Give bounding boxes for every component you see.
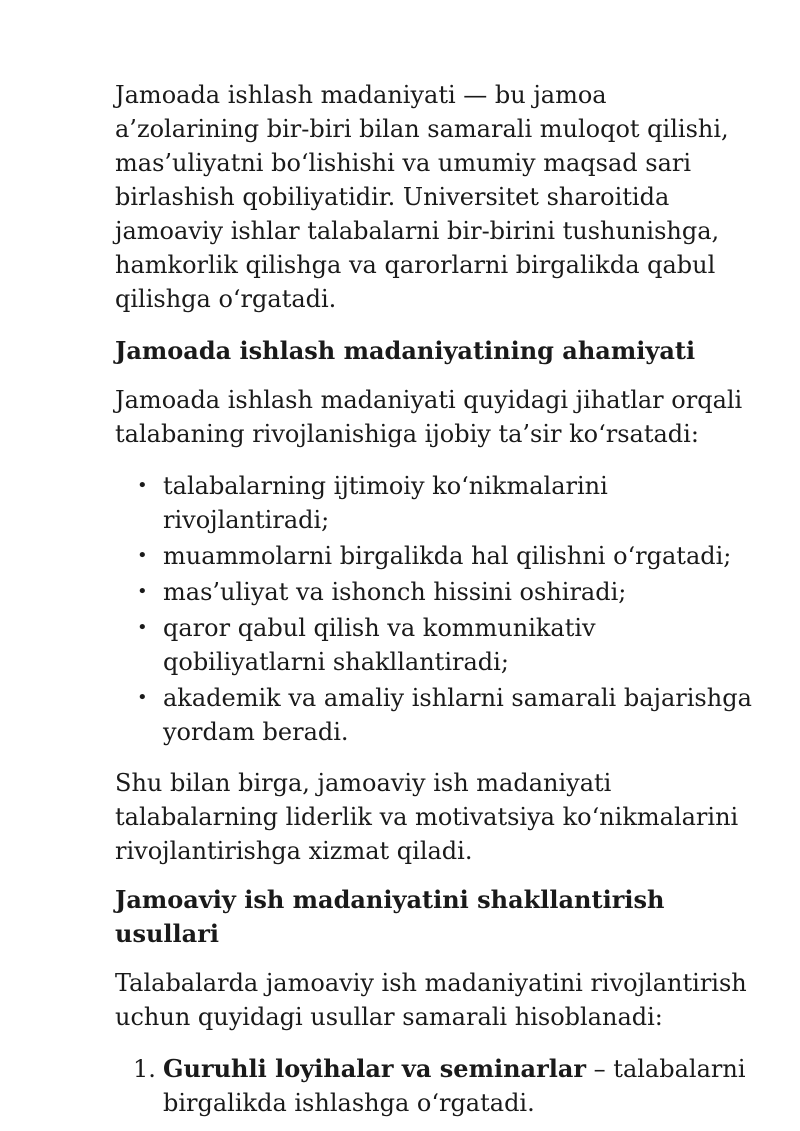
intro-paragraph: Jamoada ishlash madaniyati — bu jamoa a’zolarining bir-biri bilan samarali muloqot qilishi, mas’uliyatni bo‘lishishi va umumiy maqsad sari birlashish qobiliyatidir. Universitet sharoitida jamoaviy ishlar talabalarni bir-birini tushunishga, hamkorlik qilishga va qarorlarni birgalikda qabul qilishga o‘rgatadi. (115, 81, 729, 313)
section-heading-importance: Jamoada ishlash madaniyatining ahamiyati (115, 336, 696, 365)
list-item-text: muammolarni birgalikda hal qilishni o‘rgatadi; (163, 542, 732, 570)
list-item (115, 1052, 755, 1120)
document-page (115, 78, 755, 1120)
section-summary-paragraph: Shu bilan birga, jamoaviy ish madaniyati talabalarning liderlik va motivatsiya ko‘nikmalarini rivojlantirishga xizmat qiladi. (115, 769, 739, 865)
bullet-icon: • (137, 581, 148, 602)
bullet-icon: • (137, 475, 148, 496)
method-description: – talabalarni birgalikda ishlashga o‘rgatadi. (163, 1055, 746, 1117)
list-item-text: mas’uliyat va ishonch hissini oshiradi; (163, 578, 627, 606)
section-heading-methods: Jamoaviy ish madaniyatini shakllantirish usullari (115, 885, 665, 948)
methods-numbered-list (115, 1052, 755, 1120)
section-lead-importance: Jamoada ishlash madaniyati quyidagi jihatlar orqali talabaning rivojlanishiga ijobiy ta’sir ko‘rsatadi: (115, 386, 743, 448)
list-item-number: 1. (133, 1055, 156, 1083)
section-lead-methods: Talabalarda jamoaviy ish madaniyatini rivojlantirish uchun quyidagi usullar samarali hisoblanadi: (115, 969, 747, 1031)
method-title: Guruhli loyihalar va seminarlar (163, 1054, 587, 1083)
list-item (115, 469, 755, 537)
list-item-text: qaror qabul qilish va kommunikativ qobiliyatlarni shakllantiradi; (163, 614, 596, 676)
list-item (115, 539, 755, 573)
bullet-icon: • (137, 617, 148, 638)
list-item-text: akademik va amaliy ishlarni samarali bajarishga yordam beradi. (163, 684, 752, 746)
list-item (115, 681, 755, 749)
list-item (115, 611, 755, 679)
list-item (115, 575, 755, 609)
bullet-icon: • (137, 545, 148, 566)
importance-bullet-list (115, 469, 755, 749)
list-item-text: talabalarning ijtimoiy ko‘nikmalarini rivojlantiradi; (163, 472, 608, 534)
bullet-icon: • (137, 687, 148, 708)
